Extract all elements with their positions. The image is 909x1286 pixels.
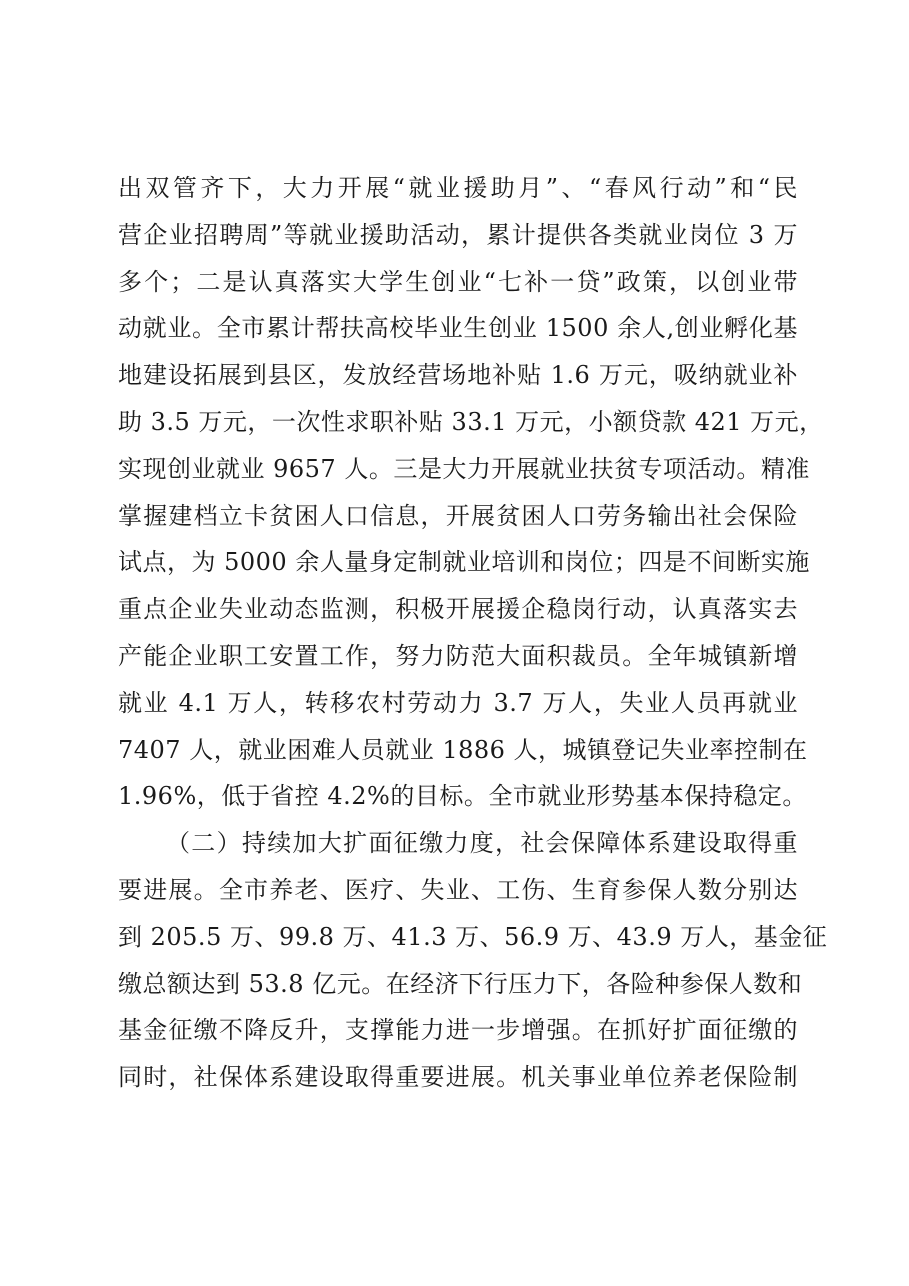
text-line: 缴总额达到 53.8 亿元。在经济下行压力下，各险种参保人数和 [118, 969, 803, 998]
text-line: 到 205.5 万、99.8 万、41.3 万、56.9 万、43.9 万人，基金征 [118, 922, 828, 951]
text-line: 7407 人，就业困难人员就业 1886 人，城镇登记失业率控制在 [118, 735, 808, 764]
text-line: 地建设拓展到县区，发放经营场地补贴 1.6 万元，吸纳就业补 [118, 361, 798, 390]
text-line: 助 3.5 万元，一次性求职补贴 33.1 万元，小额贷款 421 万元， [118, 407, 824, 436]
body-text [118, 165, 828, 1101]
text-line: 出双管齐下，大力开展“就业援助月”、“春风行动”和“民 [118, 174, 798, 202]
text-line: 基金征缴不降反升，支撑能力进一步增强。在抓好扩面征缴的 [118, 1016, 798, 1045]
text-line: 就业 4.1 万人，转移农村劳动力 3.7 万人，失业人员再就业 [118, 688, 798, 717]
text-line: 试点，为 5000 余人量身定制就业培训和岗位；四是不间断实施 [118, 548, 810, 577]
text-line: 要进展。全市养老、医疗、失业、工伤、生育参保人数分别达 [118, 875, 798, 904]
text-line: 掌握建档立卡贫困人口信息，开展贫困人口劳务输出社会保险 [118, 501, 798, 530]
text-line: 同时，社保体系建设取得重要进展。机关事业单位养老保险制 [118, 1063, 798, 1092]
text-line: 产能企业职工安置工作，努力防范大面积裁员。全年城镇新增 [118, 641, 798, 670]
text-line: 实现创业就业 9657 人。三是大力开展就业扶贫专项活动。精准 [118, 454, 810, 483]
paragraph-end-line: 1.96%，低于省控 4.2%的目标。全市就业形势基本保持稳定。 [118, 782, 807, 811]
text-line: 动就业。全市累计帮扶高校毕业生创业 1500 余人,创业孵化基 [118, 314, 798, 343]
text-line: 营企业招聘周”等就业援助活动，累计提供各类就业岗位 3 万 [118, 220, 798, 249]
text-line: 多个；二是认真落实大学生创业“七补一贷”政策，以创业带 [118, 267, 798, 296]
text-line: 重点企业失业动态监测，积极开展援企稳岗行动，认真落实去 [118, 595, 798, 624]
section-heading-line: （二）持续加大扩面征缴力度，社会保障体系建设取得重 [166, 829, 798, 858]
